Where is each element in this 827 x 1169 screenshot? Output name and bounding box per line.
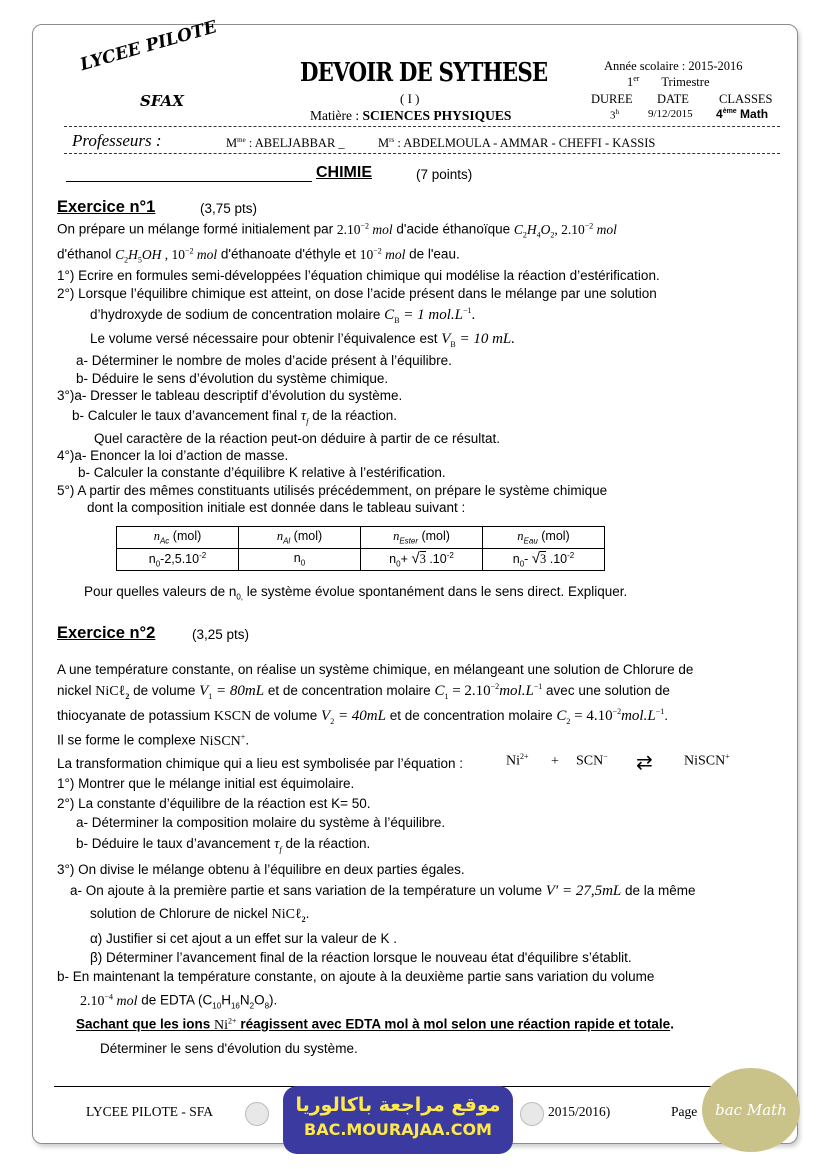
table-cell: $n_0-2,5.10^{-2}$: [117, 549, 239, 571]
ex2-q3-alpha: α) Justifier si cet ajout a un effet sur la valeur de K .: [90, 931, 397, 946]
table-cell: $n_0+ √3$ $.10^{-2}$: [361, 549, 483, 571]
ex2-complex: Il se forme le complexe NiSCN+.: [57, 732, 250, 749]
table-header-cell: $n_{Al}$ (mol): [239, 527, 361, 549]
ex1-q2: 2°) Lorsque l’équilibre chimique est atteint, on dose l’acide présent dans le mélange par une solution: [57, 286, 657, 301]
equation-reactant-scn: SCN−: [576, 752, 608, 769]
equilibrium-arrow-icon: ⇄: [636, 752, 653, 774]
ex2-q3a-line1: a- On ajoute à la première partie et sans variation de la température un volume V′ = 27,5mL de la même: [70, 883, 696, 899]
small-logo-icon: [520, 1102, 544, 1126]
ex2-equation-intro: La transformation chimique qui a lieu est symbolisée par l’équation :: [57, 756, 463, 771]
bac-math-logo: bac Math: [702, 1068, 800, 1152]
table-header-cell: $n_{Ac}$ (mol): [117, 527, 239, 549]
section-chimie-title: CHIMIE: [316, 164, 372, 181]
ex2-q2b: b- Déduire le taux d’avancement $\tau_f$ de la réaction.: [76, 836, 371, 854]
subject-line: Matière : SCIENCES PHYSIQUES: [310, 108, 512, 123]
teachers-list-1: $M^{me}$ : ABELJABBAR _: [226, 136, 345, 151]
equation-reactant-ni: $Ni^{2+}$: [506, 752, 529, 769]
date-label: DATE: [657, 92, 689, 106]
school-year: Année scolaire : 2015-2016: [604, 59, 743, 73]
ex2-intro-line2: nickel NiCℓ$_2$ de volume $V_1 = 80mL$ et de concentration molaire $C_1 = 2.10^{-2}mol.L^{-1}$ avec une solution de: [57, 682, 670, 701]
initial-composition-table: [116, 526, 605, 571]
exam-title: DEVOIR DE SYTHESE: [300, 58, 548, 88]
footer-page-label: Page: [671, 1104, 698, 1119]
ex1-q2b: b- Déduire le sens d’évolution du système chimique.: [76, 371, 389, 386]
ex1-points: (3,75 pts): [200, 201, 258, 216]
ex2-q3b-line2: $2.10^{-4}$ mol de EDTA $(C_{10}H_{16}N_2O_8)$.: [80, 992, 278, 1011]
equation-plus: +: [551, 754, 559, 769]
ex2-q3a-line2: solution de Chlorure de nickel NiCℓ$_2$.: [90, 906, 310, 924]
ex1-q3c: Quel caractère de la réaction peut-on déduire à partir de ce résultat.: [94, 431, 500, 446]
watermark-arabic-text: موقع مراجعة باكالوريا: [295, 1094, 501, 1116]
ex2-q3b-note: Sachant que les ions $Ni^{2+}$ réagissent avec EDTA mol à mol selon une réaction rapide et totale.: [76, 1016, 674, 1033]
footer-school: LYCEE PILOTE - SFA: [86, 1104, 214, 1119]
ex2-q2a: a- Déterminer la composition molaire du système à l’équilibre.: [76, 815, 446, 830]
watermark-url: BAC.MOURAJAA.COM: [304, 1120, 492, 1139]
table-cell: $n_0-$ √3 $.10^{-2}$: [483, 549, 605, 571]
table-header-cell: $n_{Ester}$ (mol): [361, 527, 483, 549]
ex1-intro-line1: On prépare un mélange formé initialement par $2.10^{-2}$ mol d'acide éthanoïque $C_2H_4O_2$, $2.10^{-2}$ mol: [57, 221, 617, 240]
teachers-label: Professeurs :: [72, 131, 162, 150]
header-divider-bottom: [64, 153, 780, 154]
ex1-q4b: b- Calculer la constante d’équilibre K relative à l’estérification.: [78, 465, 446, 480]
ex1-q5b: dont la composition initiale est donnée dans le tableau suivant :: [87, 500, 466, 515]
term: 1er Trimestre: [627, 74, 710, 90]
teachers-list-2: $M^{rs}$ : ABDELMOULA - AMMAR - CHEFFI - KASSIS: [378, 136, 656, 151]
ex2-title: Exercice n°2: [57, 624, 156, 642]
class-value: 4ème Math: [716, 107, 769, 121]
ex1-q4a: 4°)a- Enoncer la loi d’action de masse.: [57, 448, 289, 463]
exam-number: ( I ): [400, 91, 420, 106]
date-value: 9/12/2015: [648, 108, 693, 120]
footer-year: 2015/2016): [548, 1104, 611, 1119]
table-header-cell: $n_{Eau}$ (mol): [483, 527, 605, 549]
ex1-intro-line2: d'éthanol $C_2H_5OH$ , $10^{-2}$ mol d'éthanoate d'éthyle et $10^{-2}$ mol de l'eau.: [57, 246, 460, 265]
ex2-q2: 2°) La constante d’équilibre de la réaction est K= 50.: [57, 796, 371, 811]
small-logo-icon: [245, 1102, 269, 1126]
ex1-q5c: Pour quelles valeurs de $n_{0,}$ le système évolue spontanément dans le sens direct. Expliquer.: [84, 584, 628, 602]
ex1-q2-concentration: d’hydroxyde de sodium de concentration molaire $C_B = 1$ $mol.L^{-1}$.: [90, 306, 476, 325]
ex2-intro-line1: A une température constante, on réalise un système chimique, en mélangeant une solution de Chlorure de: [57, 662, 694, 677]
ex1-q5a: 5°) A partir des mêmes constituants utilisés précédemment, on prépare le système chimique: [57, 483, 608, 498]
school-city: SFAX: [140, 92, 184, 110]
duration-value: 3$^h$: [610, 108, 619, 122]
ex2-intro-line3: thiocyanate de potassium KSCN de volume $V_2 = 40mL$ et de concentration molaire $C_2 = 4.10^{-2}mol.L^{-1}$.: [57, 707, 668, 726]
ex2-points: (3,25 pts): [192, 627, 250, 642]
chimie-rule: [66, 181, 312, 182]
ex1-title: Exercice n°1: [57, 198, 156, 216]
ex2-q3: 3°) On divise le mélange obtenu à l’équilibre en deux parties égales.: [57, 862, 465, 877]
ex2-q3-beta: β) Déterminer l’avancement final de la réaction lorsque le nouveau état d'équilibre s’établit.: [90, 950, 632, 965]
header-divider-top: [64, 126, 780, 127]
website-watermark[interactable]: [283, 1086, 513, 1154]
ex1-q2a: a- Déterminer le nombre de moles d’acide présent à l’équilibre.: [76, 353, 452, 368]
table-cell: $n_0$: [239, 549, 361, 571]
classes-label: CLASSES: [719, 92, 773, 106]
table-header-row: [117, 527, 605, 549]
ex2-q3b-question: Déterminer le sens d'évolution du système.: [100, 1041, 358, 1056]
ex2-q3b-line1: b- En maintenant la température constante, on ajoute à la deuxième partie sans variation du volume: [57, 969, 655, 984]
ex2-q1: 1°) Montrer que le mélange initial est équimolaire.: [57, 776, 355, 791]
ex1-q2-volume: Le volume versé nécessaire pour obtenir l’équivalence est $V_B = 10$ mL.: [90, 331, 516, 349]
table-row: [117, 549, 605, 571]
ex1-q1: 1°) Ecrire en formules semi-développées l’équation chimique qui modélise la réaction d’estérification.: [57, 268, 660, 283]
equation-product: NiSCN+: [684, 752, 730, 769]
duration-label: DUREE: [591, 92, 633, 106]
ex1-q3b: b- Calculer le taux d’avancement final $\tau_f$ de la réaction.: [72, 408, 398, 426]
section-chimie-points: (7 points): [416, 167, 473, 182]
ex1-q3a: 3°)a- Dresser le tableau descriptif d’évolution du système.: [57, 388, 403, 403]
school-name-arc: LYCEE PILOTE: [78, 17, 220, 76]
